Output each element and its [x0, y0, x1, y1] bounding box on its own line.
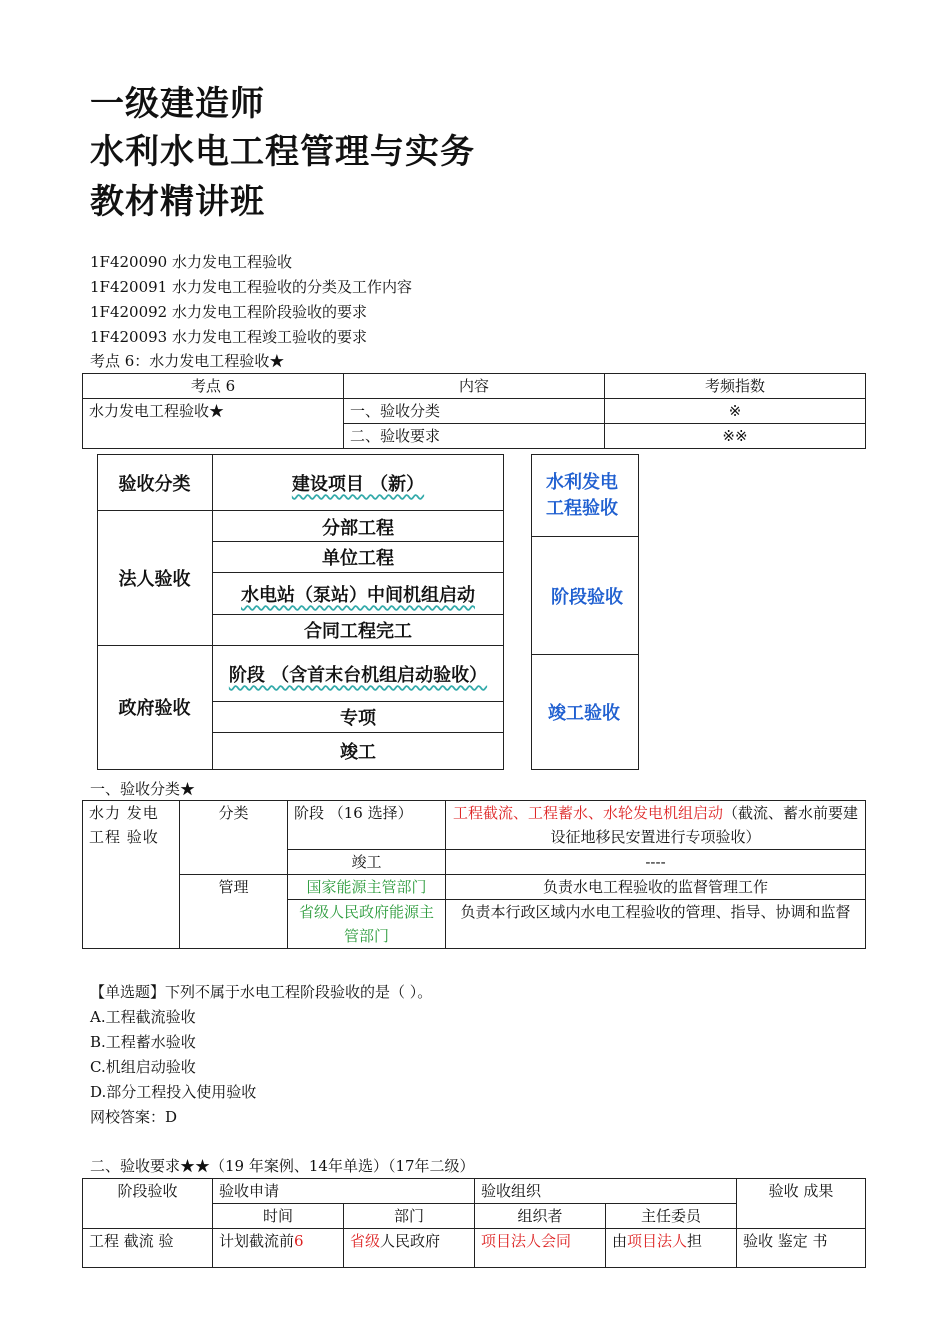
- diagram-side-hydro: 水利发电 工程验收: [546, 471, 618, 519]
- req-row-dept: [344, 1229, 475, 1268]
- req-sub-chair: 主任委员: [606, 1204, 737, 1229]
- class-fenlei: 分类: [180, 801, 288, 875]
- req-row-org: 项目法人会同: [475, 1229, 606, 1268]
- req-row-chair-b: 项目法人: [627, 1232, 688, 1250]
- doc-title-line2: 水利水电工程管理与实务: [90, 132, 475, 172]
- class-guanli: 管理: [180, 875, 288, 949]
- req-row-chair-a: 由: [612, 1232, 628, 1250]
- class-jieduan-red: 工程截流、工程蓄水、水轮发电机组启动: [452, 804, 723, 822]
- diagram-header-left: 验收分类: [118, 473, 191, 495]
- section2-title: 二、验收要求★★（19 年案例、14年单选）（17年二级）: [90, 1157, 475, 1175]
- class-dept1-desc: 负责水电工程验收的监督管理工作: [446, 875, 866, 900]
- diagram-legal-item-3: 水电站（泵站）中间机组启动: [241, 584, 475, 606]
- req-row-time: [213, 1229, 344, 1268]
- question-option-d: D.部分工程投入使用验收: [90, 1083, 257, 1101]
- diagram-gov-item-3: 竣工: [340, 741, 376, 763]
- doc-title-line1: 一级建造师: [90, 84, 265, 124]
- req-row-stage: 工程 截流 验: [83, 1229, 213, 1268]
- req-h-stage: 阶段验收: [83, 1179, 213, 1229]
- diagram-gov-label: 政府验收: [118, 698, 191, 719]
- class-dept1: 国家能源主管部门: [288, 875, 446, 900]
- section1-title: 一、验收分类★: [90, 780, 196, 798]
- toc-line-3: 1F420092 水力发电工程阶段验收的要求: [90, 303, 367, 321]
- kaodian-header-1: 考点 6: [83, 374, 344, 399]
- req-row-time-b: 6: [294, 1232, 304, 1250]
- toc-line-1: 1F420090 水力发电工程验收: [90, 253, 292, 271]
- class-jieduan-rest: （截流、蓄水前要建设征地移民安置进行专项验收）: [550, 804, 859, 846]
- class-jieduan: 阶段 （16 选择）: [288, 801, 446, 850]
- question-option-b: B.工程蓄水验收: [90, 1033, 196, 1051]
- kaodian-header-3: 考频指数: [605, 374, 866, 399]
- req-row-time-a: 计划截流前: [219, 1232, 295, 1250]
- req-sub-dept: 部门: [344, 1204, 475, 1229]
- class-jungong-val: ----: [446, 850, 866, 875]
- class-dept2-desc: 负责本行政区域内水电工程验收的管理、指导、协调和监督: [446, 900, 866, 949]
- diagram-side-stage: 阶段验收: [551, 586, 623, 608]
- req-h-apply: 验收申请: [213, 1179, 475, 1204]
- kaodian-label: 考点 6：水力发电工程验收★: [90, 352, 285, 370]
- kaodian-freq-2: ※※: [605, 424, 866, 449]
- req-h-result: 验收 成果: [737, 1179, 866, 1229]
- doc-title-line3: 教材精讲班: [90, 182, 265, 222]
- diagram-legal-item-4: 合同工程完工: [304, 621, 412, 642]
- req-row-result: 验收 鉴定 书: [737, 1229, 866, 1268]
- req-row-dept-b: 人民政府: [380, 1232, 441, 1250]
- requirements-table: [82, 1178, 866, 1268]
- diagram-legal-label: 法人验收: [118, 569, 191, 590]
- req-row-dept-a: 省级: [350, 1232, 381, 1250]
- toc-line-2: 1F420091 水力发电工程验收的分类及工作内容: [90, 278, 412, 296]
- question-option-a: A.工程截流验收: [90, 1008, 196, 1026]
- question-option-c: C.机组启动验收: [90, 1058, 196, 1076]
- question-answer: 网校答案：D: [90, 1108, 178, 1126]
- diagram-header-right: 建设项目 （新）: [291, 473, 425, 495]
- class-jungong: 竣工: [288, 850, 446, 875]
- class-dept2: 省级人民政府能源主管部门: [288, 900, 446, 949]
- diagram-gov-item-1: 阶段 （含首末台机组启动验收）: [228, 664, 488, 686]
- kaodian-content-2: 二、验收要求: [344, 424, 605, 449]
- class-col1: 水力 发电 工程 验收: [83, 801, 180, 949]
- kaodian-topic: 水力发电工程验收★: [83, 399, 344, 449]
- toc-line-4: 1F420093 水力发电工程竣工验收的要求: [90, 328, 367, 346]
- kaodian-content-1: 一、验收分类: [344, 399, 605, 424]
- kaodian-freq-1: ※: [605, 399, 866, 424]
- req-row-chair-c: 担: [687, 1232, 703, 1250]
- classification-table: [82, 800, 866, 949]
- req-sub-organizer: 组织者: [475, 1204, 606, 1229]
- req-sub-time: 时间: [213, 1204, 344, 1229]
- req-h-org: 验收组织: [475, 1179, 737, 1204]
- kaodian-table: [82, 373, 866, 449]
- diagram-gov-item-2: 专项: [340, 708, 376, 729]
- class-jieduan-desc: [446, 801, 866, 850]
- diagram-side-completion: 竣工验收: [548, 702, 620, 724]
- kaodian-header-2: 内容: [344, 374, 605, 399]
- diagram-legal-item-2: 单位工程: [322, 548, 394, 569]
- diagram-legal-item-1: 分部工程: [322, 517, 394, 539]
- question-stem: 【单选题】下列不属于水电工程阶段验收的是（ ）。: [90, 983, 433, 1001]
- req-row-chair: [606, 1229, 737, 1268]
